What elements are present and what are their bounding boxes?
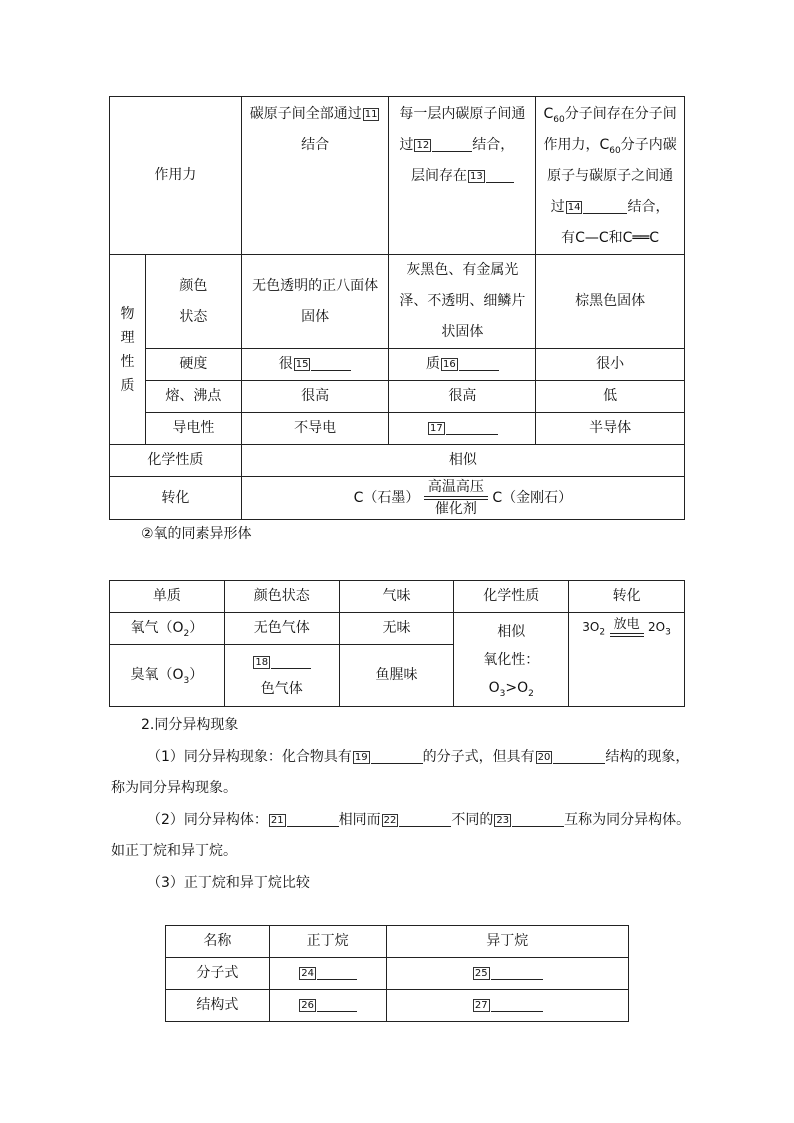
paragraph-1: （1）同分异构现象：化合物具有 19 的分子式，但具有 20 结构的现象， <box>147 749 690 765</box>
diamond-melting: 很高 <box>241 381 389 413</box>
conversion-equation: C（石墨） 高温高压 催化剂 C（金刚石） <box>241 477 684 520</box>
chemical-value: 相似 <box>241 445 684 477</box>
diamond-hardness: 很 15 <box>241 349 389 381</box>
oxygen-heading: ②氧的同素异形体 <box>141 526 252 542</box>
c60-melting: 低 <box>536 381 685 413</box>
force-label: 作用力 <box>110 97 242 255</box>
color-state-label: 颜色 状态 <box>145 255 241 349</box>
graphite-hardness: 质 16 <box>389 349 536 381</box>
header-substance: 单质 <box>110 581 225 613</box>
o3-color: 18 色气体 <box>224 645 339 707</box>
graphite-force-cell: 每一层内碳原子间通 过 12 结合， 层间存在 13 <box>389 97 536 255</box>
conversion-label: 转化 <box>110 477 242 520</box>
n-butane-structure: 26 <box>269 990 386 1022</box>
o3-name: 臭氧$(O_3)$ <box>110 645 225 707</box>
c60-conductivity: 半导体 <box>536 413 685 445</box>
oxygen-table <box>109 580 685 707</box>
graphite-conductivity: 17 <box>389 413 536 445</box>
n-butane-formula: 24 <box>269 958 386 990</box>
paragraph-2: （2）同分异构体： 21 相同而 22 不同的 23 互称为同分异构体。 <box>147 812 691 828</box>
melting-label: 熔、沸点 <box>145 381 241 413</box>
section2-heading: 2.同分异构现象 <box>141 717 239 733</box>
oxygen-conversion: $3O_2$ 放电 $2O_3$ <box>569 613 685 707</box>
header-conversion: 转化 <box>569 581 685 613</box>
header-smell: 气味 <box>339 581 454 613</box>
hardness-label: 硬度 <box>145 349 241 381</box>
conductivity-label: 导电性 <box>145 413 241 445</box>
header-isobutane: 异丁烷 <box>386 926 628 958</box>
paragraph-2-line2: 如正丁烷和异丁烷。 <box>111 843 237 859</box>
physical-properties-label: 物 理 性 质 <box>110 255 146 445</box>
c60-force-cell: $C_{60}$分子间存在分子间 作用力，$C_{60}$分子内碳 原子与碳原子之间通 过 14 结合， 有C—C和C══C <box>536 97 685 255</box>
o2-name: 氧气$(O_2)$ <box>110 613 225 645</box>
oxygen-chemical: 相似 氧化性： $O_3>O_2$ <box>454 613 569 707</box>
graphite-color: 灰黑色、有金属光泽、不透明、细鳞片状固体 <box>389 255 536 349</box>
paragraph-1-line2: 称为同分异构现象。 <box>111 780 237 796</box>
formula-label: 分子式 <box>166 958 270 990</box>
isobutane-formula: 25 <box>386 958 628 990</box>
paragraph-3: （3）正丁烷和异丁烷比较 <box>147 875 310 891</box>
allotrope-table <box>109 96 685 520</box>
header-n-butane: 正丁烷 <box>269 926 386 958</box>
o3-smell: 鱼腥味 <box>339 645 454 707</box>
header-name: 名称 <box>166 926 270 958</box>
isobutane-structure: 27 <box>386 990 628 1022</box>
o2-color: 无色气体 <box>224 613 339 645</box>
diamond-force-cell: 碳原子间全部通过 11 结合 <box>241 97 389 255</box>
graphite-melting: 很高 <box>389 381 536 413</box>
diamond-conductivity: 不导电 <box>241 413 389 445</box>
header-color-state: 颜色状态 <box>224 581 339 613</box>
structure-label: 结构式 <box>166 990 270 1022</box>
chemical-label: 化学性质 <box>110 445 242 477</box>
header-chemical: 化学性质 <box>454 581 569 613</box>
o2-smell: 无味 <box>339 613 454 645</box>
c60-hardness: 很小 <box>536 349 685 381</box>
butane-table <box>165 925 629 1022</box>
diamond-color: 无色透明的正八面体固体 <box>241 255 389 349</box>
c60-color: 棕黑色固体 <box>536 255 685 349</box>
